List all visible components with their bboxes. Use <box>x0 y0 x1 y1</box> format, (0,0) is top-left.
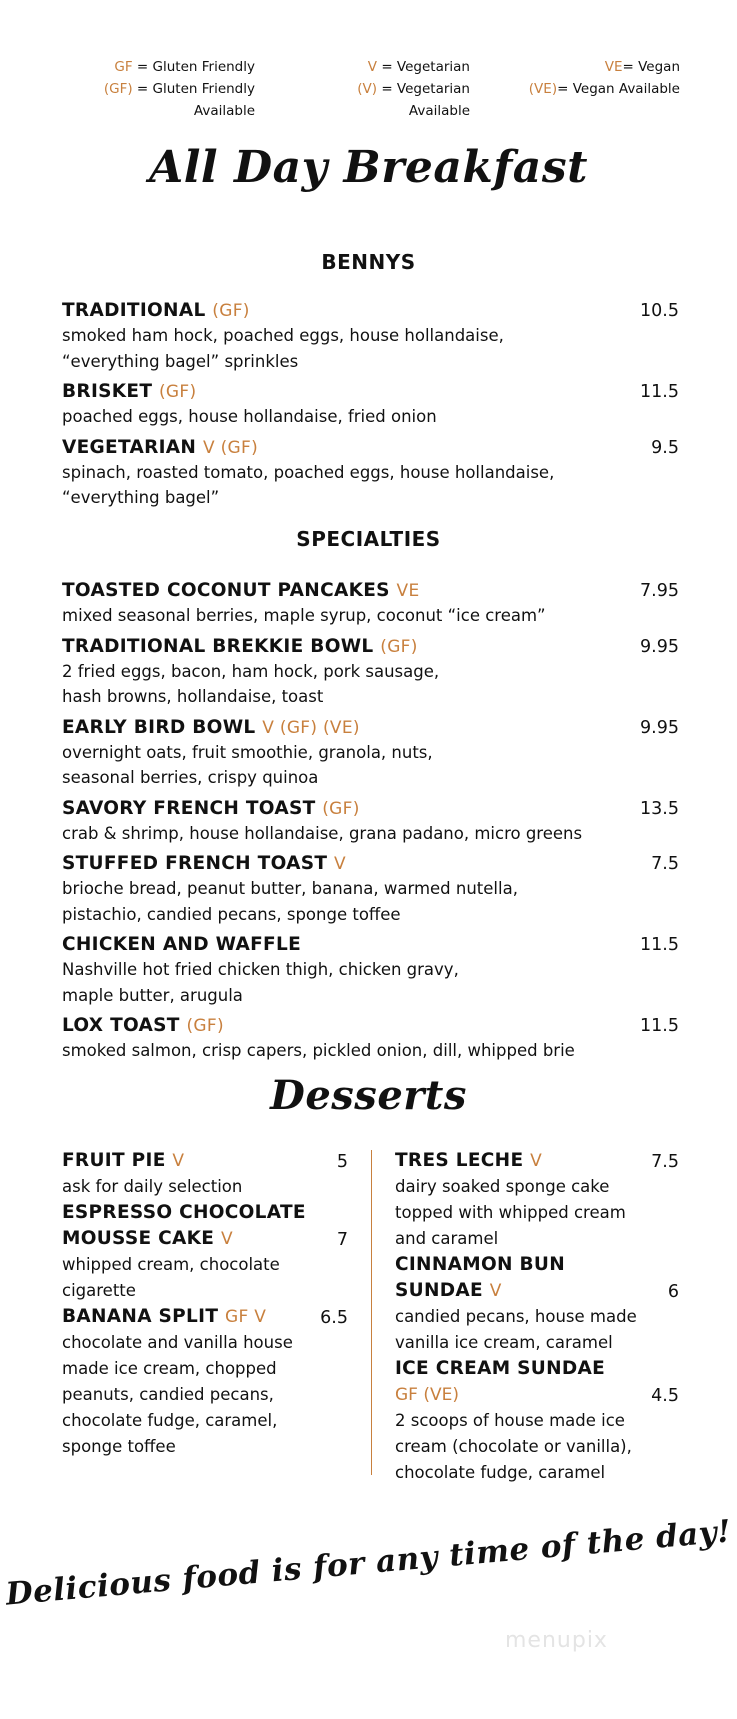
menu-item-header <box>62 579 679 603</box>
menu-item-name: EARLY BIRD BOWL <box>62 716 256 738</box>
menu-item-header <box>62 436 679 460</box>
legend-text: = Gluten Friendly <box>132 81 255 97</box>
menu-item-header <box>62 852 679 876</box>
menu-item-description: mixed seasonal berries, maple syrup, coconut “ice cream” <box>62 606 546 625</box>
menu-item-description: spinach, roasted tomato, poached eggs, house hollandaise, “everything bagel” <box>62 462 555 507</box>
dessert-title <box>62 1148 184 1174</box>
dessert-header <box>62 1200 348 1252</box>
dessert-item <box>62 1304 348 1460</box>
bennys-list <box>62 299 679 517</box>
menu-item-title <box>62 797 360 821</box>
menu-item-price: 13.5 <box>640 798 679 819</box>
menu-item-header <box>62 635 679 659</box>
legend-gluten <box>60 56 255 122</box>
dessert-name: FRUIT PIE <box>62 1150 166 1171</box>
legend-code: V <box>367 59 378 75</box>
dessert-item <box>395 1356 679 1486</box>
dessert-title <box>62 1304 266 1330</box>
legend-code: GF <box>114 59 133 75</box>
menu-item-description: overnight oats, fruit smoothie, granola, nuts, seasonal berries, crispy quinoa <box>62 742 433 787</box>
menu-item-title <box>62 716 360 740</box>
dessert-header <box>395 1252 679 1304</box>
menu-item-header <box>62 380 679 404</box>
diet-tags: V (GF) (VE) <box>262 717 360 738</box>
desserts-right-column <box>395 1148 679 1486</box>
desserts-left-column <box>62 1148 348 1460</box>
legend-text: Available <box>193 103 255 119</box>
dessert-description: 2 scoops of house made ice cream (chocolate or vanilla), chocolate fudge, caramel <box>395 1411 632 1482</box>
menu-item-name: TOASTED COCONUT PANCAKES <box>62 580 390 601</box>
dietary-legend <box>60 56 680 126</box>
legend-text: = Vegan Available <box>557 81 680 97</box>
diet-tags: V <box>489 1281 502 1301</box>
dessert-description: ask for daily selection <box>62 1177 243 1196</box>
diet-tags: GF V <box>224 1307 267 1327</box>
legend-code: (VE) <box>528 81 558 97</box>
menu-item-title <box>62 579 420 603</box>
dessert-title <box>62 1200 306 1252</box>
menu-item-title <box>62 1014 224 1038</box>
diet-tags: V <box>530 1151 543 1171</box>
dessert-price: 4.5 <box>651 1386 679 1406</box>
legend-code: VE <box>604 59 623 75</box>
menu-item-description: brioche bread, peanut butter, banana, warmed nutella, pistachio, candied pecans, sponge toffee <box>62 879 518 924</box>
menu-item-name: SAVORY FRENCH TOAST <box>62 797 316 819</box>
menu-item-description: Nashville hot fried chicken thigh, chicken gravy, maple butter, arugula <box>62 960 459 1005</box>
menu-item-description: smoked salmon, crisp capers, pickled onion, dill, whipped brie <box>62 1041 575 1060</box>
dessert-item <box>395 1252 679 1356</box>
menu-item-description: 2 fried eggs, bacon, ham hock, pork sausage, hash browns, hollandaise, toast <box>62 661 440 706</box>
menu-item-header <box>62 299 679 323</box>
diet-tags: (GF) <box>322 798 360 819</box>
legend-text: = Gluten Friendly <box>132 59 255 75</box>
menu-item <box>62 933 679 1008</box>
menu-item-price: 9.5 <box>651 437 679 458</box>
dessert-description: candied pecans, house made vanilla ice cream, caramel <box>395 1307 637 1352</box>
diet-tags: V <box>220 1229 233 1249</box>
menu-item-header <box>62 716 679 740</box>
dessert-header <box>62 1148 348 1174</box>
diet-tags: V (GF) <box>202 437 259 458</box>
dessert-description: dairy soaked sponge cake topped with whipped cream and caramel <box>395 1177 626 1248</box>
dessert-description: chocolate and vanilla house made ice cream, chopped peanuts, candied pecans, chocolate fudge, caramel, sponge toffee <box>62 1333 293 1456</box>
menu-item <box>62 380 679 430</box>
menu-item-title <box>62 380 196 404</box>
menu-item-price: 9.95 <box>640 717 679 738</box>
watermark-logo: menupix <box>505 1628 608 1653</box>
menu-item <box>62 579 679 629</box>
dessert-header <box>62 1304 348 1330</box>
menu-item-price: 9.95 <box>640 636 679 657</box>
legend-code: (V) <box>357 81 378 97</box>
bennys-heading: BENNYS <box>321 250 416 274</box>
menu-item-price: 11.5 <box>640 1016 679 1036</box>
menu-item-title <box>62 635 418 659</box>
menu-item-name: LOX TOAST <box>62 1015 180 1036</box>
diet-tags: (GF) <box>380 636 418 657</box>
menu-item <box>62 299 679 374</box>
dessert-item <box>62 1200 348 1304</box>
menu-item-price: 11.5 <box>640 935 679 955</box>
menu-item-name: VEGETARIAN <box>62 436 197 458</box>
menu-item-price: 7.95 <box>640 581 679 601</box>
dessert-header <box>395 1148 679 1174</box>
dessert-description: whipped cream, chocolate cigarette <box>62 1255 280 1300</box>
menu-item <box>62 635 679 710</box>
dessert-name: BANANA SPLIT <box>62 1306 219 1327</box>
dessert-name: TRES LECHE <box>395 1150 524 1171</box>
legend-text: = Vegetarian <box>377 59 470 75</box>
dessert-title <box>395 1356 679 1382</box>
menu-item-name: BRISKET <box>62 381 153 402</box>
legend-text: = Vegan <box>622 59 680 75</box>
slogan: Delicious food is for any time of the day! <box>4 1513 733 1613</box>
menu-item-title <box>62 436 258 460</box>
diet-tags: V <box>334 854 346 874</box>
legend-code: (GF) <box>103 81 133 97</box>
menu-item-title <box>62 933 301 957</box>
dessert-price: 7 <box>336 1230 348 1250</box>
menu-item-title <box>62 852 346 876</box>
diet-tags: V <box>172 1151 185 1171</box>
legend-vegetarian <box>290 56 470 122</box>
dessert-title <box>395 1252 565 1304</box>
menu-item-header <box>62 933 679 957</box>
breakfast-title: All Day Breakfast <box>149 142 588 193</box>
dessert-item <box>62 1148 348 1200</box>
legend-vegan <box>490 56 680 100</box>
diet-tags: GF (VE) <box>395 1385 459 1405</box>
menu-item <box>62 436 679 511</box>
dessert-name: CINNAMON BUN SUNDAE <box>395 1254 566 1301</box>
specialties-heading: SPECIALTIES <box>296 527 441 551</box>
menu-item-header <box>62 797 679 821</box>
menu-item <box>62 1014 679 1064</box>
dessert-price: 7.5 <box>651 1152 679 1172</box>
menu-item-title <box>62 299 250 323</box>
dessert-name: ICE CREAM SUNDAE <box>395 1358 606 1379</box>
menu-item-description: poached eggs, house hollandaise, fried onion <box>62 407 437 426</box>
menu-item-name: CHICKEN AND WAFFLE <box>62 934 302 955</box>
desserts-title: Desserts <box>270 1072 467 1119</box>
column-divider <box>371 1150 372 1475</box>
menu-item-header <box>62 1014 679 1038</box>
dessert-price: 5 <box>336 1152 348 1172</box>
diet-tags: VE <box>396 581 420 601</box>
menu-item-name: TRADITIONAL BREKKIE BOWL <box>62 635 374 657</box>
menu-item-description: crab & shrimp, house hollandaise, grana padano, micro greens <box>62 823 583 843</box>
menu-item-price: 7.5 <box>651 854 679 874</box>
menu-item-price: 10.5 <box>640 301 679 321</box>
menu-item <box>62 716 679 791</box>
legend-text: = Vegetarian <box>377 81 470 97</box>
menu-item-price: 11.5 <box>640 382 679 402</box>
dessert-price: 6 <box>667 1282 679 1302</box>
dessert-title <box>395 1148 542 1174</box>
dessert-header <box>395 1382 679 1408</box>
specialties-list <box>62 579 679 1070</box>
diet-tags: (GF) <box>186 1016 224 1036</box>
dessert-price: 6.5 <box>320 1308 348 1328</box>
menu-item-name: STUFFED FRENCH TOAST <box>62 853 328 874</box>
menu-item-description: smoked ham hock, poached eggs, house hollandaise, “everything bagel” sprinkles <box>62 326 504 371</box>
legend-text: Available <box>408 103 470 119</box>
menu-item <box>62 852 679 927</box>
diet-tags: (GF) <box>212 301 250 321</box>
diet-tags: (GF) <box>159 382 197 402</box>
menu-item-name: TRADITIONAL <box>62 300 206 321</box>
menu-item <box>62 797 679 847</box>
dessert-name: ESPRESSO CHOCOLATE MOUSSE CAKE <box>62 1202 306 1249</box>
dessert-item <box>395 1148 679 1252</box>
